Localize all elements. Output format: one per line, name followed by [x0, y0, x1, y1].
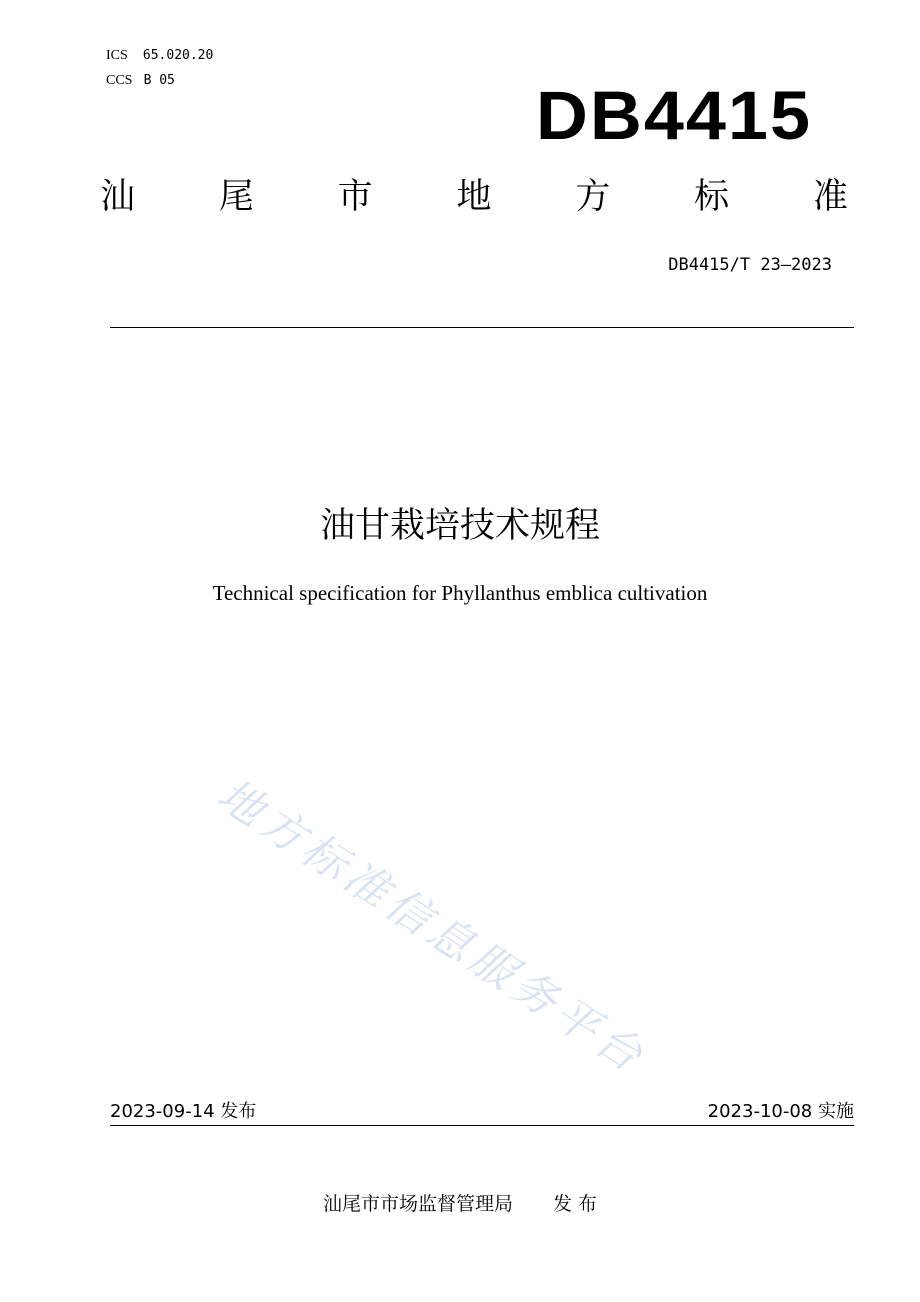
ics-code: 65.020.20: [142, 48, 214, 63]
ccs-line: [106, 69, 175, 89]
standard-code-logo: DB4415: [535, 78, 812, 154]
implementation-date: 2023-10-08 实施: [707, 1101, 854, 1122]
watermark: 地方标准信息服务平台: [208, 769, 656, 1085]
ccs-label: CCS: [106, 73, 133, 88]
title-char: 地: [456, 177, 492, 217]
title-char: 汕: [100, 177, 136, 217]
issue-date: 2023-09-14 发布: [110, 1101, 257, 1122]
document-title-en: Technical specification for Phyllanthus emblica cultivation: [212, 581, 708, 605]
title-char: 市: [337, 177, 373, 217]
header-divider: [110, 327, 854, 328]
ics-label: ICS: [106, 48, 128, 63]
title-char: 准: [812, 177, 848, 217]
standard-type-title: [100, 177, 848, 217]
footer-divider: [110, 1125, 854, 1126]
publish-action: 发 布: [552, 1193, 598, 1215]
title-char: 标: [694, 177, 730, 217]
ccs-code: B 05: [143, 73, 175, 88]
document-title-zh: 油甘栽培技术规程: [319, 506, 600, 546]
standard-number: DB4415/T 23—2023: [668, 255, 832, 275]
publisher-name: 汕尾市市场监督管理局: [322, 1193, 513, 1215]
title-char: 尾: [218, 177, 254, 217]
publisher-line: [0, 1189, 920, 1216]
ics-line: [106, 44, 213, 64]
title-char: 方: [575, 177, 611, 217]
